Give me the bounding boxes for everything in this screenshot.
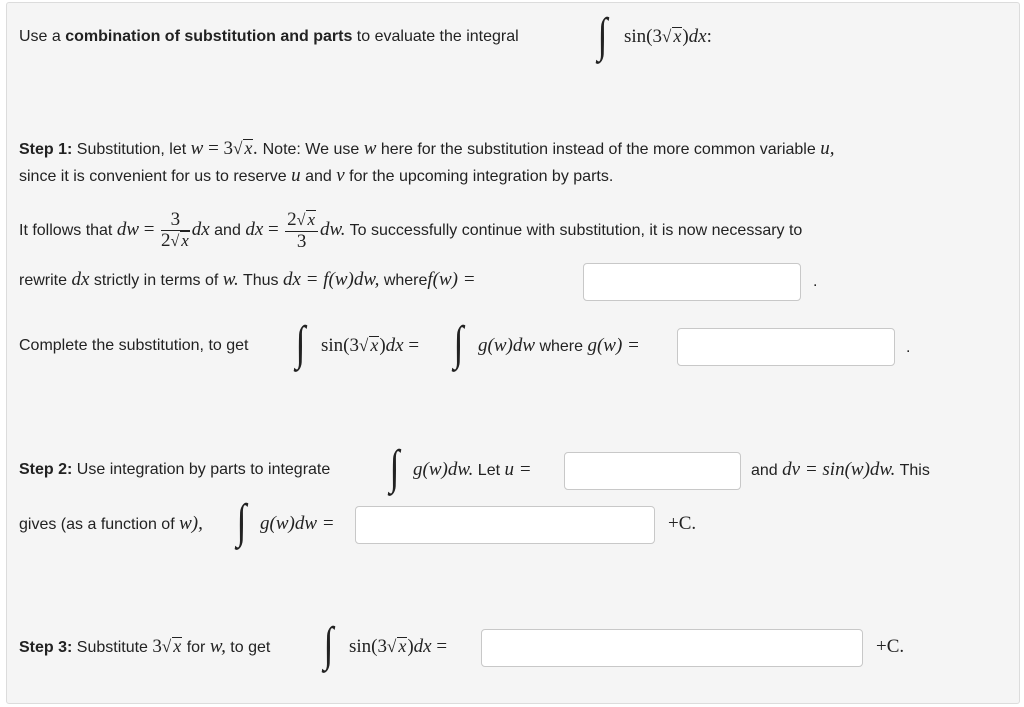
- step1-line4: rewrite dx strictly in terms of w. Thus dx = f(w)dw, wheref(w) =: [19, 269, 476, 290]
- intro-integrand: sin(3√ x)dx:: [624, 26, 712, 47]
- g-of-w-input[interactable]: [677, 328, 895, 366]
- step3-integrand: sin(3√ x)dx =: [349, 636, 448, 657]
- step1-line3: It follows that dw = $\frac{3}{2√ x}$ dx and dx = $\frac{2√ x}{3}$ dw. To successfully continue with substitution, it is now necessary to: [19, 208, 803, 252]
- integral-sign-icon: ∫: [236, 495, 247, 548]
- period: .: [906, 339, 911, 356]
- integral-w-input[interactable]: [355, 506, 655, 544]
- final-answer-input[interactable]: [481, 629, 863, 667]
- step2-line1-text: Step 2: Use integration by parts to integrate: [19, 461, 331, 478]
- step2-line1-math: g(w)dw. Let u =: [413, 459, 532, 480]
- integral-sign-icon: ∫: [597, 9, 608, 62]
- integral-sign-icon: ∫: [295, 317, 306, 370]
- step1-line2: since it is convenient for us to reserve u and v for the upcoming integration by parts.: [19, 165, 614, 186]
- intro-text: Use a combination of substitution and parts to evaluate the integral: [19, 28, 519, 45]
- step2-line2-text: gives (as a function of w),: [19, 513, 203, 534]
- step1-label: Step 1:: [19, 141, 73, 158]
- step1-line5-integrand: sin(3√ x)dx =: [321, 335, 420, 356]
- fraction-dw: $\frac{3}{2√ x}$: [160, 208, 189, 251]
- step3-label: Step 3:: [19, 639, 73, 656]
- step1-line1: Step 1: Substitution, let w = 3√ x. Note: We use w here for the substitution instead of the more common variable u,: [19, 138, 835, 159]
- step3-text: Step 3: Substitute 3√ x for w, to get: [19, 636, 271, 657]
- step1-line5-text: Complete the substitution, to get: [19, 337, 249, 354]
- f-of-w-input[interactable]: [583, 263, 801, 301]
- step2-label: Step 2:: [19, 461, 73, 478]
- period: .: [813, 273, 818, 290]
- integral-sign-icon: ∫: [389, 441, 400, 494]
- step2-line2-math: g(w)dw =: [260, 513, 335, 534]
- integral-sign-icon: ∫: [323, 618, 334, 671]
- plus-c: +C.: [876, 636, 905, 657]
- step2-line1-dv: and dv = sin(w)dw. This: [751, 459, 930, 480]
- integral-sign-icon: ∫: [453, 317, 464, 370]
- step1-line5-gw: g(w)dw where g(w) =: [478, 335, 640, 356]
- intro-bold: combination of substitution and parts: [65, 28, 353, 45]
- plus-c: +C.: [668, 513, 697, 534]
- fraction-dx: $\frac{2√ x}{3}$: [285, 210, 318, 252]
- u-input[interactable]: [564, 452, 741, 490]
